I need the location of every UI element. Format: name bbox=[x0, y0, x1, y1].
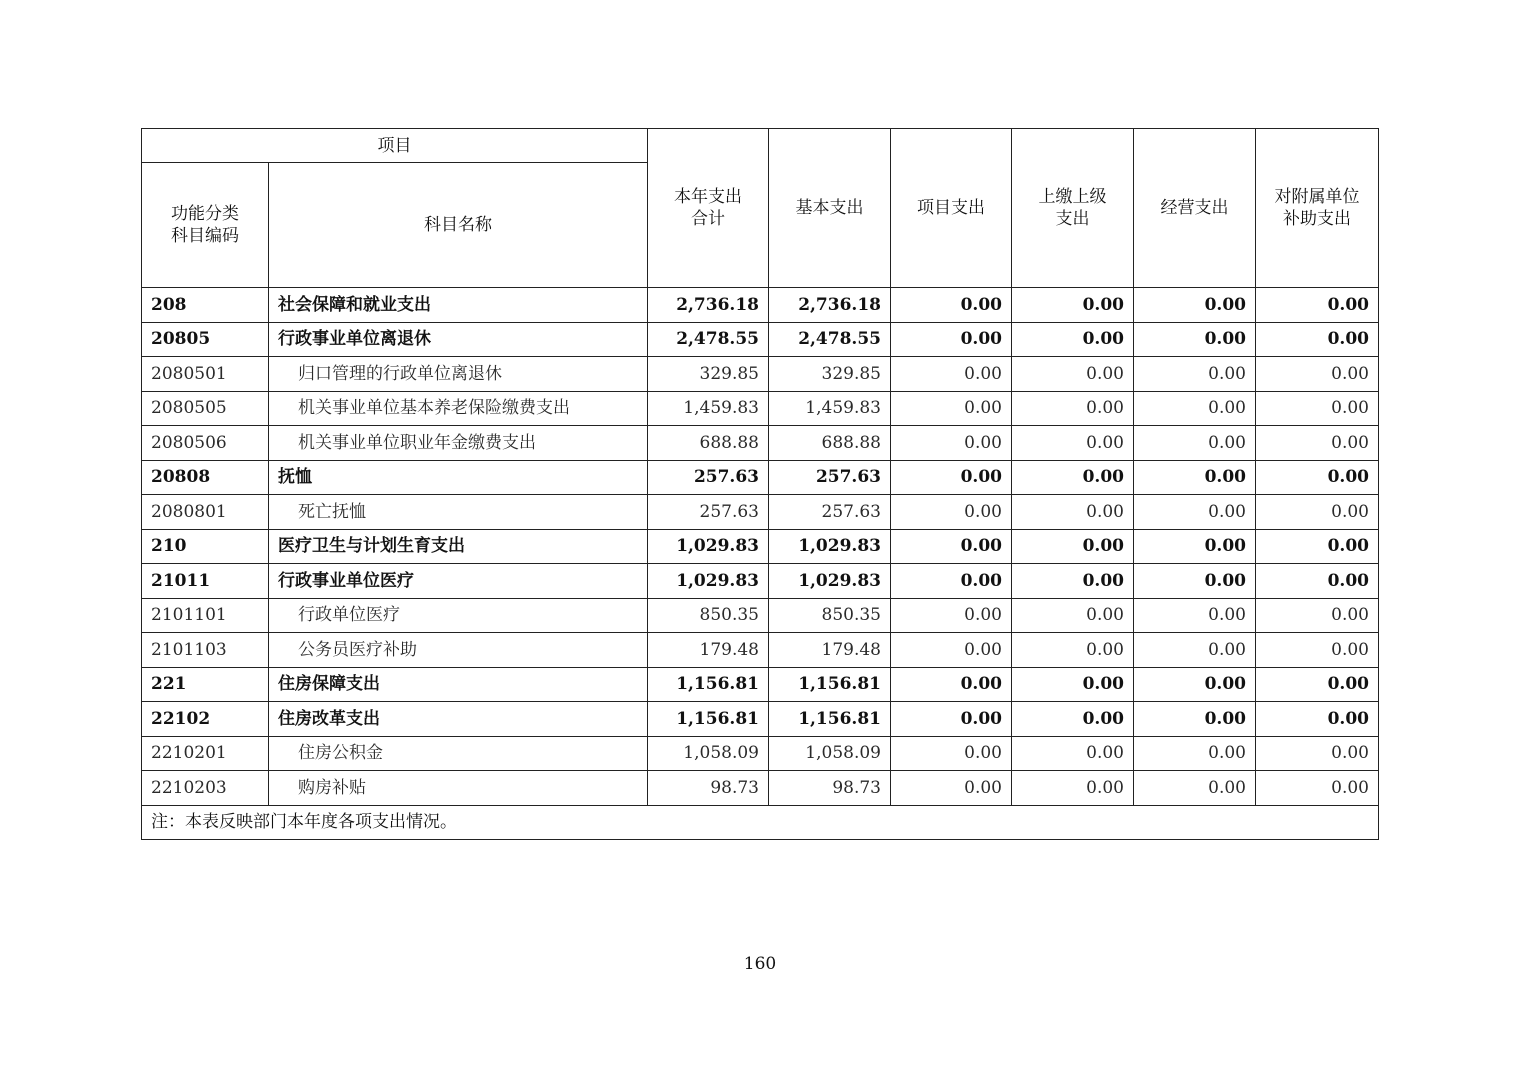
row-basic: 850.35 bbox=[769, 598, 891, 633]
row-code: 2080506 bbox=[142, 426, 269, 461]
row-basic: 329.85 bbox=[769, 357, 891, 392]
row-basic: 1,058.09 bbox=[769, 736, 891, 771]
table-row bbox=[142, 357, 1379, 392]
table-row bbox=[142, 495, 1379, 530]
row-name: 机关事业单位职业年金缴费支出 bbox=[269, 426, 648, 461]
row-name: 医疗卫生与计划生育支出 bbox=[269, 529, 648, 564]
row-name: 行政单位医疗 bbox=[269, 598, 648, 633]
row-business: 0.00 bbox=[1134, 598, 1256, 633]
row-total: 850.35 bbox=[648, 598, 769, 633]
row-project: 0.00 bbox=[891, 564, 1012, 599]
row-project: 0.00 bbox=[891, 736, 1012, 771]
header-total-line2: 合计 bbox=[691, 209, 725, 229]
row-upper: 0.00 bbox=[1012, 288, 1134, 323]
row-code: 221 bbox=[142, 667, 269, 702]
header-basic: 基本支出 bbox=[769, 129, 891, 288]
row-business: 0.00 bbox=[1134, 322, 1256, 357]
row-upper: 0.00 bbox=[1012, 771, 1134, 806]
header-code-line2: 科目编码 bbox=[171, 226, 239, 246]
row-project: 0.00 bbox=[891, 322, 1012, 357]
row-business: 0.00 bbox=[1134, 702, 1256, 737]
row-subsidy: 0.00 bbox=[1256, 633, 1379, 668]
row-upper: 0.00 bbox=[1012, 391, 1134, 426]
row-subsidy: 0.00 bbox=[1256, 598, 1379, 633]
row-basic: 688.88 bbox=[769, 426, 891, 461]
row-basic: 1,029.83 bbox=[769, 529, 891, 564]
header-code bbox=[142, 163, 269, 288]
row-subsidy: 0.00 bbox=[1256, 667, 1379, 702]
row-project: 0.00 bbox=[891, 288, 1012, 323]
row-basic: 1,156.81 bbox=[769, 667, 891, 702]
row-total: 1,156.81 bbox=[648, 702, 769, 737]
row-total: 2,736.18 bbox=[648, 288, 769, 323]
row-code: 208 bbox=[142, 288, 269, 323]
header-upper-line1: 上缴上级 bbox=[1038, 187, 1107, 207]
row-subsidy: 0.00 bbox=[1256, 702, 1379, 737]
header-subsidy-line2: 补助支出 bbox=[1283, 209, 1351, 229]
table-row bbox=[142, 322, 1379, 357]
row-business: 0.00 bbox=[1134, 736, 1256, 771]
row-project: 0.00 bbox=[891, 529, 1012, 564]
row-name: 机关事业单位基本养老保险缴费支出 bbox=[269, 391, 648, 426]
row-basic: 257.63 bbox=[769, 460, 891, 495]
row-business: 0.00 bbox=[1134, 495, 1256, 530]
row-basic: 98.73 bbox=[769, 771, 891, 806]
row-total: 329.85 bbox=[648, 357, 769, 392]
row-total: 688.88 bbox=[648, 426, 769, 461]
row-project: 0.00 bbox=[891, 426, 1012, 461]
row-code: 21011 bbox=[142, 564, 269, 599]
header-subsidy bbox=[1256, 129, 1379, 288]
row-code: 22102 bbox=[142, 702, 269, 737]
row-project: 0.00 bbox=[891, 702, 1012, 737]
table-row bbox=[142, 288, 1379, 323]
table-row bbox=[142, 460, 1379, 495]
row-name: 死亡抚恤 bbox=[269, 495, 648, 530]
table-row bbox=[142, 564, 1379, 599]
row-business: 0.00 bbox=[1134, 426, 1256, 461]
row-subsidy: 0.00 bbox=[1256, 391, 1379, 426]
table-row bbox=[142, 771, 1379, 806]
row-business: 0.00 bbox=[1134, 529, 1256, 564]
header-project: 项目 bbox=[142, 129, 648, 163]
row-project: 0.00 bbox=[891, 667, 1012, 702]
row-business: 0.00 bbox=[1134, 771, 1256, 806]
row-basic: 179.48 bbox=[769, 633, 891, 668]
row-code: 20808 bbox=[142, 460, 269, 495]
row-subsidy: 0.00 bbox=[1256, 495, 1379, 530]
row-project: 0.00 bbox=[891, 391, 1012, 426]
row-subsidy: 0.00 bbox=[1256, 288, 1379, 323]
row-code: 2101101 bbox=[142, 598, 269, 633]
expenditure-table bbox=[141, 128, 1379, 840]
row-code: 210 bbox=[142, 529, 269, 564]
row-code: 2080505 bbox=[142, 391, 269, 426]
row-total: 1,058.09 bbox=[648, 736, 769, 771]
table-row bbox=[142, 702, 1379, 737]
row-project: 0.00 bbox=[891, 771, 1012, 806]
row-upper: 0.00 bbox=[1012, 702, 1134, 737]
table-note: 注：本表反映部门本年度各项支出情况。 bbox=[142, 805, 1379, 839]
expenditure-table-container bbox=[141, 128, 1378, 840]
row-name: 住房改革支出 bbox=[269, 702, 648, 737]
table-row bbox=[142, 598, 1379, 633]
row-code: 2080501 bbox=[142, 357, 269, 392]
row-subsidy: 0.00 bbox=[1256, 529, 1379, 564]
table-row bbox=[142, 391, 1379, 426]
row-business: 0.00 bbox=[1134, 460, 1256, 495]
row-subsidy: 0.00 bbox=[1256, 322, 1379, 357]
row-code: 2080801 bbox=[142, 495, 269, 530]
row-total: 257.63 bbox=[648, 460, 769, 495]
header-code-line1: 功能分类 bbox=[171, 204, 239, 224]
header-upper bbox=[1012, 129, 1134, 288]
row-total: 1,156.81 bbox=[648, 667, 769, 702]
row-subsidy: 0.00 bbox=[1256, 357, 1379, 392]
row-name: 公务员医疗补助 bbox=[269, 633, 648, 668]
page-number: 160 bbox=[743, 954, 777, 974]
row-project: 0.00 bbox=[891, 357, 1012, 392]
row-code: 2210201 bbox=[142, 736, 269, 771]
row-upper: 0.00 bbox=[1012, 667, 1134, 702]
row-basic: 2,736.18 bbox=[769, 288, 891, 323]
row-subsidy: 0.00 bbox=[1256, 771, 1379, 806]
row-basic: 1,029.83 bbox=[769, 564, 891, 599]
row-basic: 2,478.55 bbox=[769, 322, 891, 357]
row-total: 2,478.55 bbox=[648, 322, 769, 357]
row-name: 抚恤 bbox=[269, 460, 648, 495]
row-total: 98.73 bbox=[648, 771, 769, 806]
row-upper: 0.00 bbox=[1012, 495, 1134, 530]
row-upper: 0.00 bbox=[1012, 460, 1134, 495]
row-name: 行政事业单位医疗 bbox=[269, 564, 648, 599]
row-code: 2101103 bbox=[142, 633, 269, 668]
row-name: 住房公积金 bbox=[269, 736, 648, 771]
header-name: 科目名称 bbox=[269, 163, 648, 288]
header-project-exp: 项目支出 bbox=[891, 129, 1012, 288]
row-name: 归口管理的行政单位离退休 bbox=[269, 357, 648, 392]
row-subsidy: 0.00 bbox=[1256, 460, 1379, 495]
row-business: 0.00 bbox=[1134, 633, 1256, 668]
row-total: 1,029.83 bbox=[648, 564, 769, 599]
row-basic: 1,459.83 bbox=[769, 391, 891, 426]
row-upper: 0.00 bbox=[1012, 357, 1134, 392]
row-business: 0.00 bbox=[1134, 667, 1256, 702]
table-row bbox=[142, 633, 1379, 668]
row-total: 257.63 bbox=[648, 495, 769, 530]
row-project: 0.00 bbox=[891, 495, 1012, 530]
row-subsidy: 0.00 bbox=[1256, 736, 1379, 771]
row-basic: 257.63 bbox=[769, 495, 891, 530]
header-upper-line2: 支出 bbox=[1055, 209, 1090, 229]
row-upper: 0.00 bbox=[1012, 633, 1134, 668]
row-upper: 0.00 bbox=[1012, 564, 1134, 599]
header-total bbox=[648, 129, 769, 288]
row-business: 0.00 bbox=[1134, 288, 1256, 323]
row-name: 购房补贴 bbox=[269, 771, 648, 806]
row-code: 2210203 bbox=[142, 771, 269, 806]
header-subsidy-line1: 对附属单位 bbox=[1274, 187, 1360, 207]
row-business: 0.00 bbox=[1134, 391, 1256, 426]
row-project: 0.00 bbox=[891, 633, 1012, 668]
header-total-line1: 本年支出 bbox=[674, 187, 742, 207]
table-row bbox=[142, 736, 1379, 771]
note-row bbox=[142, 805, 1379, 839]
header-business: 经营支出 bbox=[1134, 129, 1256, 288]
row-subsidy: 0.00 bbox=[1256, 564, 1379, 599]
row-name: 住房保障支出 bbox=[269, 667, 648, 702]
row-upper: 0.00 bbox=[1012, 598, 1134, 633]
row-total: 1,029.83 bbox=[648, 529, 769, 564]
row-basic: 1,156.81 bbox=[769, 702, 891, 737]
row-project: 0.00 bbox=[891, 598, 1012, 633]
row-code: 20805 bbox=[142, 322, 269, 357]
row-project: 0.00 bbox=[891, 460, 1012, 495]
row-name: 行政事业单位离退休 bbox=[269, 322, 648, 357]
row-upper: 0.00 bbox=[1012, 426, 1134, 461]
row-total: 1,459.83 bbox=[648, 391, 769, 426]
table-row bbox=[142, 529, 1379, 564]
row-business: 0.00 bbox=[1134, 357, 1256, 392]
table-row bbox=[142, 426, 1379, 461]
row-total: 179.48 bbox=[648, 633, 769, 668]
row-subsidy: 0.00 bbox=[1256, 426, 1379, 461]
table-row bbox=[142, 667, 1379, 702]
row-upper: 0.00 bbox=[1012, 322, 1134, 357]
row-upper: 0.00 bbox=[1012, 529, 1134, 564]
row-business: 0.00 bbox=[1134, 564, 1256, 599]
row-upper: 0.00 bbox=[1012, 736, 1134, 771]
row-name: 社会保障和就业支出 bbox=[269, 288, 648, 323]
